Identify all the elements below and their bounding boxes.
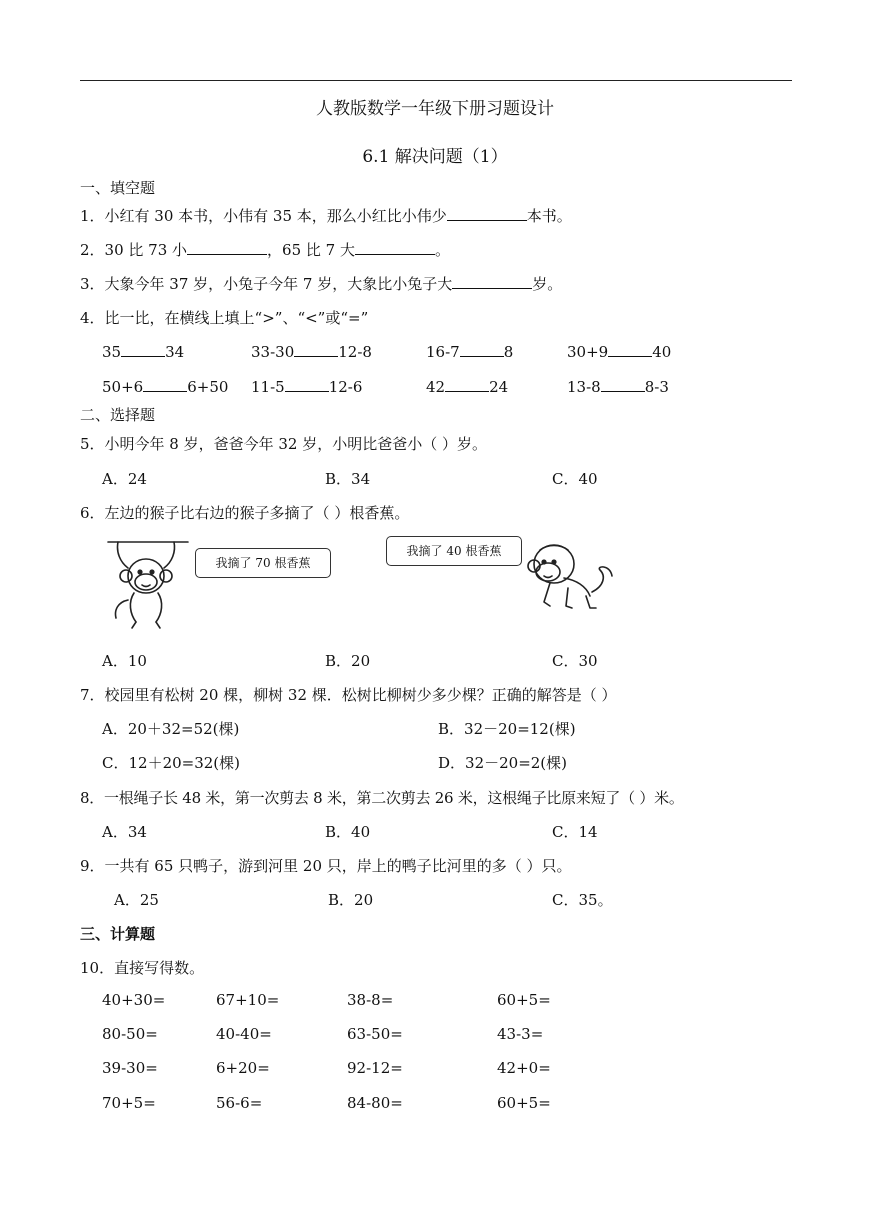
- speech-bubble-left: 我摘了 70 根香蕉: [195, 548, 331, 578]
- question-3-suffix: 岁。: [532, 275, 563, 293]
- option-a[interactable]: A．25: [114, 891, 159, 909]
- compare-blank[interactable]: [143, 377, 187, 392]
- option-a[interactable]: A．24: [102, 470, 147, 488]
- calc-item: 67+10=: [216, 991, 280, 1009]
- option-c[interactable]: C．12＋20=32(棵): [102, 754, 241, 772]
- calc-item: 63-50=: [347, 1025, 403, 1043]
- compare-blank[interactable]: [601, 377, 645, 392]
- question-2-middle: ，65 比 7 大: [267, 241, 355, 259]
- section-heading-fill-blank: 一、填空题: [80, 179, 156, 197]
- calc-item: 70+5=: [102, 1094, 156, 1112]
- answer-blank[interactable]: [447, 206, 527, 221]
- option-c[interactable]: C．35。: [552, 891, 613, 909]
- document-subtitle: 6.1 解决问题（1）: [362, 147, 508, 167]
- calc-item: 40-40=: [216, 1025, 272, 1043]
- calc-item: 38-8=: [347, 991, 394, 1009]
- question-3-text: 3．大象今年 37 岁，小兔子今年 7 岁，大象比小兔子大: [80, 275, 453, 293]
- answer-blank[interactable]: [187, 240, 267, 255]
- option-d[interactable]: D．32－20=2(棵): [438, 754, 568, 772]
- compare-blank[interactable]: [285, 377, 329, 392]
- compare-item: 35 34: [102, 343, 185, 361]
- calc-item: 92-12=: [347, 1059, 403, 1077]
- question-10-text: 10．直接写得数。: [80, 959, 205, 977]
- question-1-text: 1．小红有 30 本书，小伟有 35 本，那么小红比小伟少: [80, 207, 447, 225]
- question-8-text: 8．一根绳子长 48 米，第一次剪去 8 米，第二次剪去 26 米，这根绳子比原来短了（ ）米。: [80, 789, 684, 807]
- question-5-text: 5．小明今年 8 岁，爸爸今年 32 岁，小明比爸爸小（ ）岁。: [80, 435, 488, 453]
- option-a[interactable]: A．20＋32=52(棵): [102, 720, 240, 738]
- compare-item: 11-5 12-6: [251, 378, 363, 396]
- calc-item: 39-30=: [102, 1059, 158, 1077]
- question-9-text: 9．一共有 65 只鸭子，游到河里 20 只，岸上的鸭子比河里的多（ ）只。: [80, 857, 572, 875]
- document-title: 人教版数学一年级下册习题设计: [316, 99, 554, 119]
- compare-blank[interactable]: [608, 342, 652, 357]
- calc-item: 43-3=: [497, 1025, 544, 1043]
- option-b[interactable]: B．34: [325, 470, 371, 488]
- question-6-text: 6．左边的猴子比右边的猴子多摘了（ ）根香蕉。: [80, 504, 410, 522]
- compare-item: 13-8 8-3: [567, 378, 669, 396]
- option-c[interactable]: C．30: [552, 652, 598, 670]
- calc-item: 84-80=: [347, 1094, 403, 1112]
- question-1-suffix: 本书。: [526, 207, 572, 225]
- question-3: [80, 273, 562, 294]
- calc-item: 80-50=: [102, 1025, 158, 1043]
- speech-bubble-right: 我摘了 40 根香蕉: [386, 536, 522, 566]
- question-2: [80, 239, 450, 260]
- header-rule: [80, 80, 792, 81]
- calc-item: 60+5=: [497, 1094, 551, 1112]
- option-b[interactable]: B．32－20=12(棵): [438, 720, 576, 738]
- option-c[interactable]: C．40: [552, 470, 598, 488]
- answer-blank[interactable]: [452, 274, 532, 289]
- section-heading-choice: 二、选择题: [80, 406, 156, 424]
- compare-item: 30+9 40: [567, 343, 672, 361]
- calc-item: 42+0=: [497, 1059, 551, 1077]
- calc-item: 56-6=: [216, 1094, 263, 1112]
- compare-blank[interactable]: [460, 342, 504, 357]
- question-7-text: 7．校园里有松树 20 棵，柳树 32 棵．松树比柳树少多少棵？正确的解答是（ ）: [80, 686, 617, 704]
- option-c[interactable]: C．14: [552, 823, 598, 841]
- compare-blank[interactable]: [445, 377, 489, 392]
- calc-item: 60+5=: [497, 991, 551, 1009]
- option-b[interactable]: B．40: [325, 823, 371, 841]
- compare-item: 42 24: [426, 378, 509, 396]
- question-1: [80, 205, 572, 226]
- calc-item: 6+20=: [216, 1059, 270, 1077]
- compare-blank[interactable]: [121, 342, 165, 357]
- compare-item: 50+6 6+50: [102, 378, 229, 396]
- compare-item: 33-30 12-8: [251, 343, 372, 361]
- option-b[interactable]: B．20: [325, 652, 371, 670]
- compare-item: 16-7 8: [426, 343, 514, 361]
- question-2-text: 2．30 比 73 小: [80, 241, 188, 259]
- option-a[interactable]: A．10: [102, 652, 147, 670]
- option-b[interactable]: B．20: [328, 891, 374, 909]
- monkey-right-illustration: [520, 536, 618, 616]
- question-2-suffix: 。: [434, 241, 450, 259]
- compare-blank[interactable]: [294, 342, 338, 357]
- answer-blank[interactable]: [355, 240, 435, 255]
- option-a[interactable]: A．34: [102, 823, 147, 841]
- section-heading-calculation: 三、计算题: [80, 925, 156, 943]
- calc-item: 40+30=: [102, 991, 166, 1009]
- question-4-text: 4．比一比，在横线上填上“>”、“<”或“=”: [80, 309, 369, 327]
- monkey-left-illustration: [104, 536, 192, 632]
